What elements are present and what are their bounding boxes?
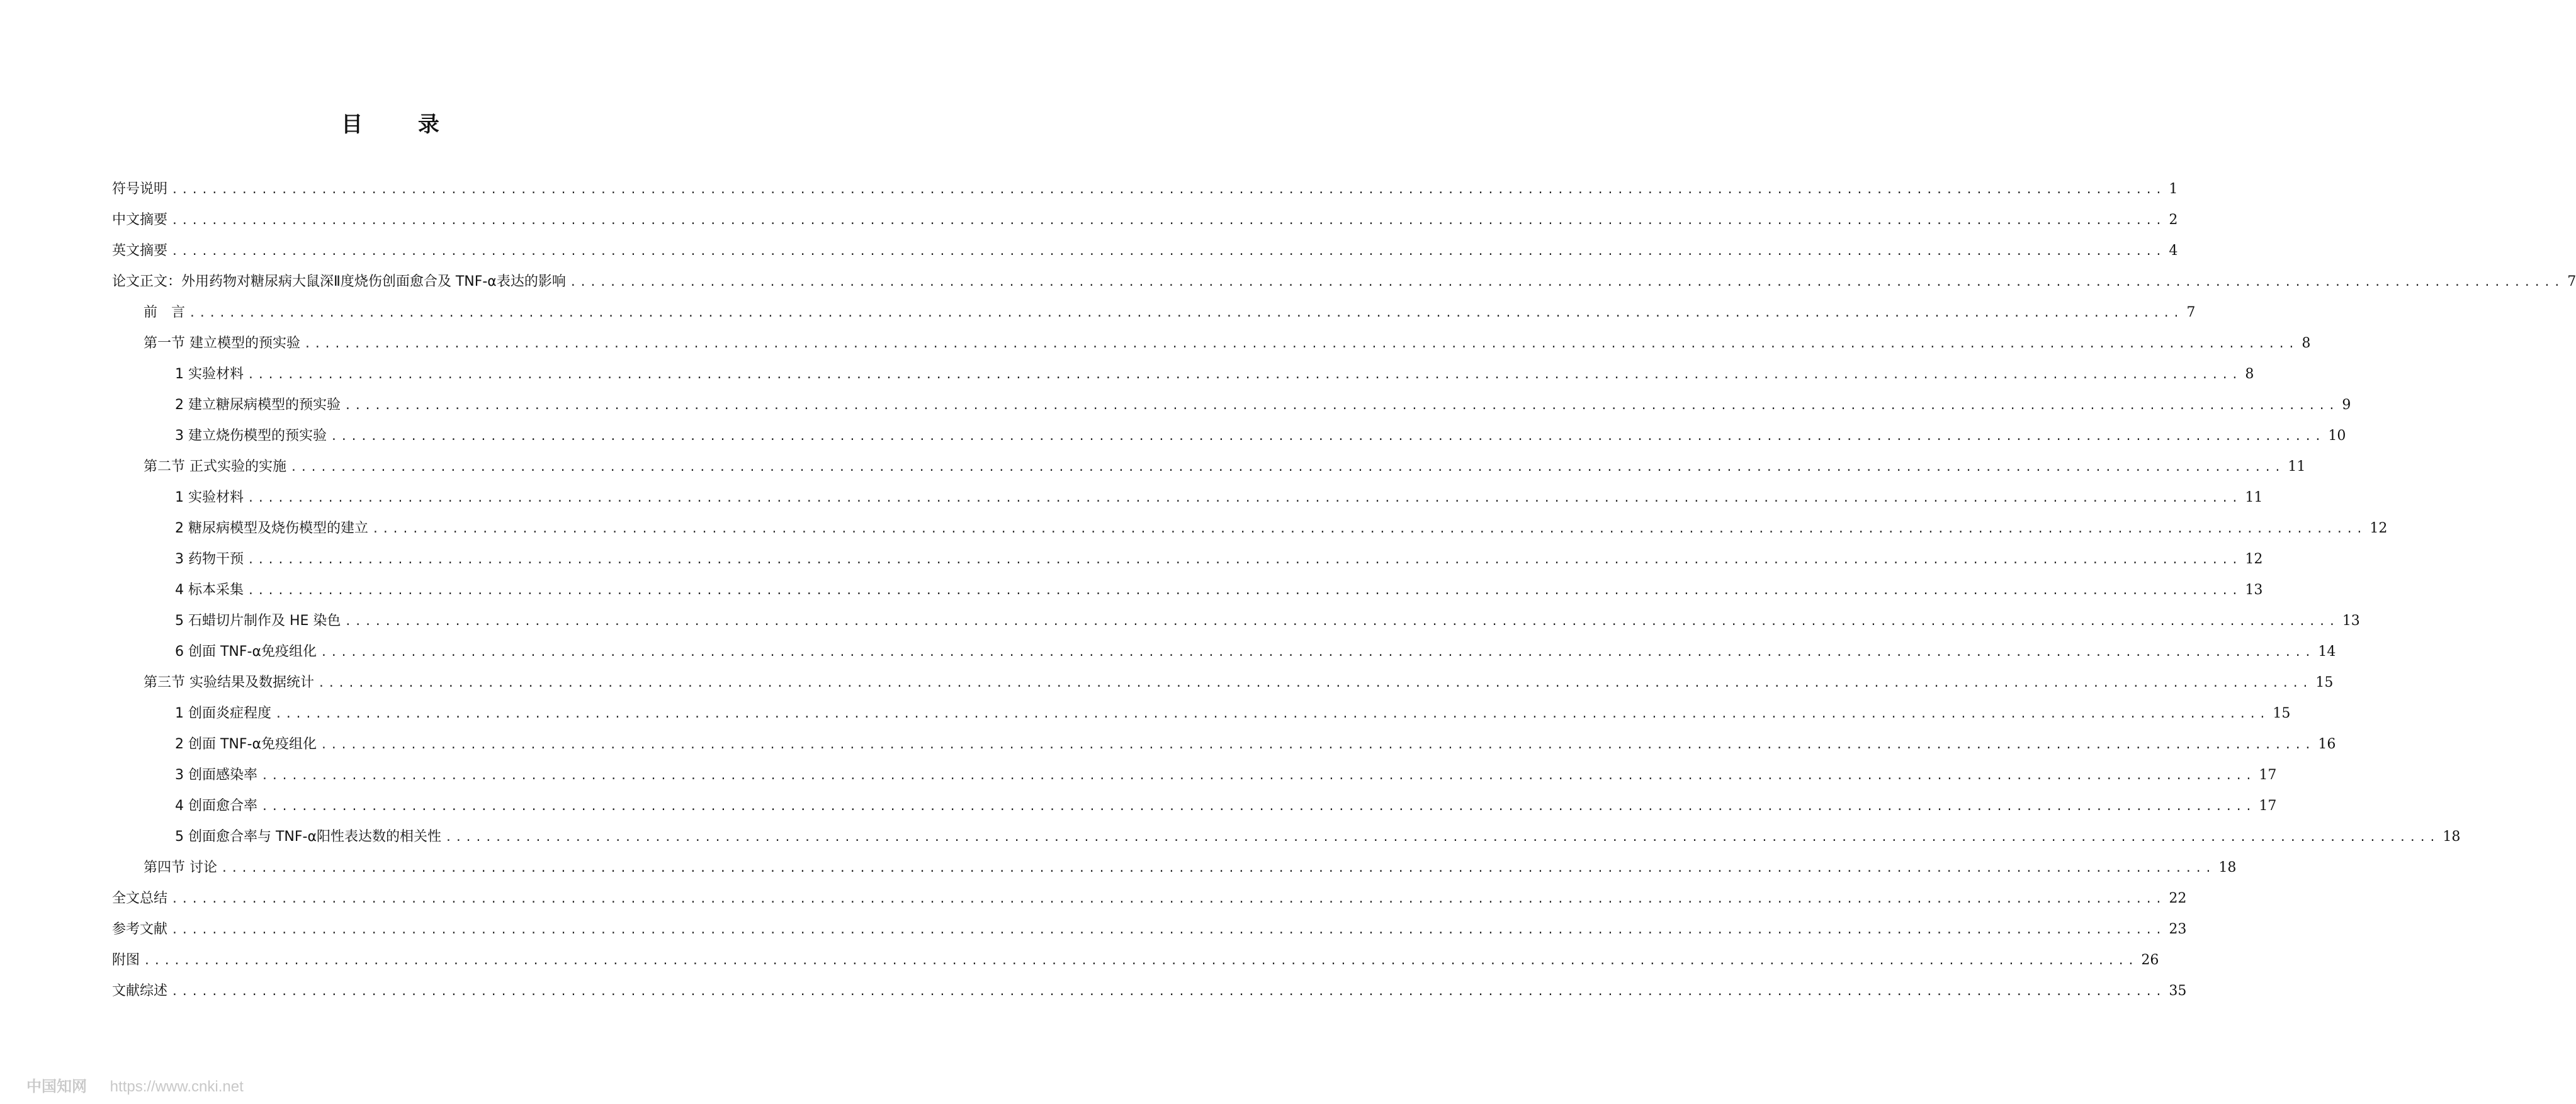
- toc-entry[interactable]: [112, 828, 2461, 859]
- toc-entry[interactable]: [112, 550, 2263, 581]
- toc-leader-dots: ........................................................................................................................................................................................................: [247, 492, 2242, 505]
- toc-entry[interactable]: [112, 673, 2334, 704]
- page-title: 目 录: [341, 112, 463, 137]
- toc-entry-page: 8: [2302, 335, 2311, 351]
- toc-leader-dots: ........................................................................................................................................................................................................: [221, 862, 2215, 875]
- toc-entry[interactable]: [112, 211, 2178, 242]
- table-of-contents: [112, 180, 2576, 1013]
- toc-leader-dots: ........................................................................................................................................................................................................: [318, 677, 2312, 690]
- toc-entry[interactable]: [112, 273, 2576, 303]
- toc-entry[interactable]: [112, 180, 2178, 211]
- toc-entry-page: 22: [2169, 891, 2187, 906]
- toc-entry-label: 第二节 正式实验的实施: [144, 459, 286, 475]
- toc-leader-dots: ........................................................................................................................................................................................................: [247, 584, 2242, 597]
- toc-entry-label: 第三节 实验结果及数据统计: [144, 675, 314, 690]
- toc-leader-dots: ........................................................................................................................................................................................................: [444, 831, 2439, 844]
- toc-leader-dots: ........................................................................................................................................................................................................: [171, 923, 2166, 937]
- toc-entry-page: 35: [2169, 983, 2187, 999]
- toc-entry-page: 16: [2318, 736, 2336, 752]
- toc-entry-label: 3 创面感染率: [175, 767, 257, 783]
- watermark-brand: 中国知网: [26, 1078, 87, 1095]
- toc-entry-label: 2 创面 TNF-α免疫组化: [175, 736, 317, 752]
- toc-entry-label: 4 创面愈合率: [175, 798, 257, 814]
- toc-entry-label: 6 创面 TNF-α免疫组化: [175, 644, 317, 660]
- toc-entry[interactable]: [112, 704, 2291, 735]
- watermark: [26, 1074, 244, 1096]
- toc-entry-label: 参考文献: [112, 921, 168, 937]
- toc-entry[interactable]: [112, 766, 2277, 797]
- toc-leader-dots: ........................................................................................................................................................................................................: [344, 399, 2339, 412]
- toc-entry-label: 全文总结: [112, 891, 168, 906]
- toc-leader-dots: ........................................................................................................................................................................................................: [320, 738, 2315, 752]
- toc-entry-page: 7: [2567, 274, 2576, 290]
- toc-entry-label: 2 糖尿病模型及烧伤模型的建立: [175, 521, 368, 536]
- toc-entry-page: 15: [2273, 706, 2291, 721]
- toc-entry-label: 前 言: [144, 305, 186, 320]
- toc-entry-page: 13: [2342, 613, 2360, 629]
- toc-entry-page: 18: [2443, 829, 2461, 845]
- toc-entry-label: 英文摘要: [112, 243, 168, 259]
- toc-entry-page: 11: [2288, 459, 2306, 475]
- toc-entry-page: 14: [2318, 644, 2336, 660]
- toc-entry[interactable]: [112, 859, 2237, 889]
- toc-entry-page: 8: [2245, 366, 2254, 382]
- toc-leader-dots: ........................................................................................................................................................................................................: [144, 954, 2138, 967]
- toc-leader-dots: ........................................................................................................................................................................................................: [330, 430, 2325, 443]
- toc-leader-dots: ........................................................................................................................................................................................................: [189, 307, 2183, 320]
- toc-entry[interactable]: [112, 303, 2196, 334]
- toc-leader-dots: ........................................................................................................................................................................................................: [320, 646, 2315, 659]
- toc-leader-dots: ........................................................................................................................................................................................................: [344, 615, 2339, 628]
- watermark-url: https://www.cnki.net: [110, 1078, 244, 1095]
- toc-entry-page: 13: [2245, 582, 2263, 598]
- toc-entry[interactable]: [112, 735, 2336, 766]
- toc-entry-page: 9: [2342, 397, 2351, 413]
- toc-entry[interactable]: [112, 889, 2187, 920]
- toc-entry-label: 附图: [112, 952, 140, 968]
- toc-leader-dots: ........................................................................................................................................................................................................: [275, 707, 2269, 721]
- toc-entry[interactable]: [112, 334, 2311, 365]
- toc-entry[interactable]: [112, 427, 2346, 458]
- toc-entry-label: 中文摘要: [112, 212, 168, 228]
- toc-entry[interactable]: [112, 396, 2351, 427]
- toc-entry-label: 第一节 建立模型的预实验: [144, 335, 300, 351]
- toc-entry-label: 第四节 讨论: [144, 860, 217, 876]
- toc-entry-label: 论文正文：外用药物对糖尿病大鼠深Ⅱ度烧伤创面愈合及 TNF-α表达的影响: [112, 274, 566, 290]
- toc-leader-dots: ........................................................................................................................................................................................................: [247, 553, 2242, 566]
- toc-leader-dots: ........................................................................................................................................................................................................: [304, 337, 2298, 351]
- toc-entry[interactable]: [112, 612, 2360, 643]
- toc-leader-dots: ........................................................................................................................................................................................................: [171, 985, 2166, 998]
- toc-leader-dots: ........................................................................................................................................................................................................: [171, 183, 2166, 196]
- toc-entry[interactable]: [112, 920, 2187, 951]
- toc-entry[interactable]: [112, 581, 2263, 612]
- toc-entry-label: 4 标本采集: [175, 582, 244, 598]
- toc-entry-label: 3 药物干预: [175, 551, 244, 567]
- toc-entry[interactable]: [112, 797, 2277, 828]
- toc-entry-page: 17: [2259, 767, 2277, 783]
- toc-entry-label: 3 建立烧伤模型的预实验: [175, 428, 327, 444]
- toc-entry[interactable]: [112, 488, 2263, 519]
- toc-entry-page: 2: [2169, 212, 2178, 228]
- toc-leader-dots: ........................................................................................................................................................................................................: [171, 893, 2166, 906]
- toc-entry[interactable]: [112, 951, 2159, 982]
- toc-entry-label: 2 建立糖尿病模型的预实验: [175, 397, 341, 413]
- toc-leader-dots: ........................................................................................................................................................................................................: [372, 522, 2366, 536]
- toc-entry-label: 5 石蜡切片制作及 HE 染色: [175, 613, 341, 629]
- toc-entry-page: 12: [2370, 521, 2388, 536]
- toc-leader-dots: ........................................................................................................................................................................................................: [569, 276, 2564, 289]
- toc-entry-page: 26: [2141, 952, 2159, 968]
- toc-entry-label: 1 实验材料: [175, 366, 244, 382]
- toc-entry-page: 12: [2245, 551, 2263, 567]
- toc-entry-page: 17: [2259, 798, 2277, 814]
- toc-entry[interactable]: [112, 982, 2187, 1013]
- toc-entry-page: 18: [2218, 860, 2237, 876]
- toc-entry-page: 15: [2315, 675, 2334, 690]
- toc-entry-page: 10: [2328, 428, 2346, 444]
- toc-entry-page: 4: [2169, 243, 2178, 259]
- toc-entry-label: 符号说明: [112, 181, 168, 197]
- toc-leader-dots: ........................................................................................................................................................................................................: [261, 800, 2256, 813]
- toc-leader-dots: ........................................................................................................................................................................................................: [171, 245, 2166, 258]
- toc-entry[interactable]: [112, 643, 2336, 673]
- toc-entry-page: 11: [2245, 490, 2263, 505]
- toc-leader-dots: ........................................................................................................................................................................................................: [261, 769, 2256, 782]
- toc-leader-dots: ........................................................................................................................................................................................................: [247, 368, 2242, 381]
- toc-entry[interactable]: [112, 458, 2306, 488]
- toc-leader-dots: ........................................................................................................................................................................................................: [171, 214, 2166, 227]
- toc-entry[interactable]: [112, 365, 2254, 396]
- toc-entry-page: 1: [2169, 181, 2178, 197]
- toc-entry-label: 5 创面愈合率与 TNF-α阳性表达数的相关性: [175, 829, 441, 845]
- toc-entry-page: 7: [2186, 305, 2196, 320]
- toc-entry-label: 1 创面炎症程度: [175, 706, 271, 721]
- toc-entry-label: 1 实验材料: [175, 490, 244, 505]
- toc-entry-label: 文献综述: [112, 983, 168, 999]
- toc-entry[interactable]: [112, 519, 2388, 550]
- toc-leader-dots: ........................................................................................................................................................................................................: [290, 461, 2285, 474]
- toc-entry-page: 23: [2169, 921, 2187, 937]
- toc-entry[interactable]: [112, 242, 2178, 273]
